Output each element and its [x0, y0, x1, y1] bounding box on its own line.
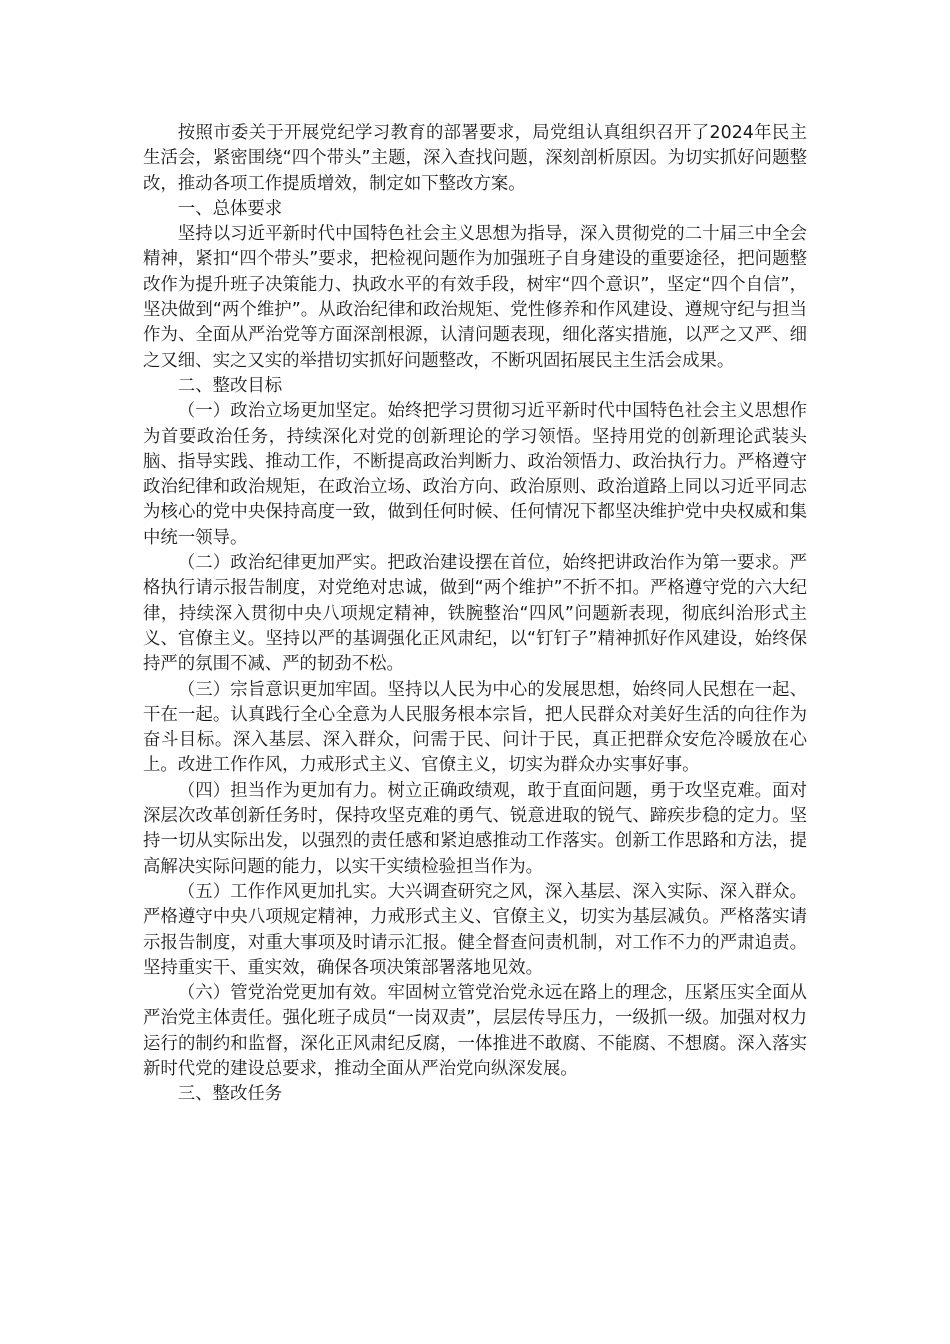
goal-paragraph-2: （二）政治纪律更加严实。把政治建设摆在首位，始终把讲政治作为第一要求。严格执行请示报告制度，对党绝对忠诚，做到“两个维护”不折不扣。严格遵守党的六大纪律，持续深入贯彻中央八项规定精神，铁腕整治“四风”问题新表现，彻底纠治形式主义、官僚主义。坚持以严的基调强化正风肃纪，以“钉钉子”精神抓好作风建设，始终保持严的氛围不减、严的韧劲不松。 — [143, 553, 807, 675]
goal-paragraph-6: （六）管党治党更加有效。牢固树立管党治党永远在路上的理念，压紧压实全面从严治党主体责任。强化班子成员“一岗双责”，层层传导压力，一级抓一级。加强对权力运行的制约和监督，深化正风肃纪反腐，一体推进不敢腐、不能腐、不想腐。深入落实新时代党的建设总要求，推动全面从严治党向纵深发展。 — [143, 983, 807, 1079]
section-heading-general-requirements: 一、总体要求 — [177, 198, 283, 219]
section-heading-rectification-goals: 二、整改目标 — [177, 375, 283, 396]
document-body — [143, 121, 807, 1108]
goal-paragraph-5: （五）工作作风更加扎实。大兴调查研究之风，深入基层、深入实际、深入群众。严格遵守中央八项规定精神，力戒形式主义、官僚主义，切实为基层减负。严格落实请示报告制度，对重大事项及时请示汇报。健全督查问责机制，对工作不力的严肃追责。坚持重实干、重实效，确保各项决策部署落地见效。 — [143, 881, 807, 978]
section-heading-rectification-tasks: 三、整改任务 — [177, 1084, 283, 1105]
goal-paragraph-4: （四）担当作为更加有力。树立正确政绩观，敢于直面问题，勇于攻坚克难。面对深层次改革创新任务时，保持攻坚克难的勇气、锐意进取的锐气、蹄疾步稳的定力。坚持一切从实际出发，以强烈的责任感和紧迫感推动工作落实。创新工作思路和方法，提高解决实际问题的能力，以实干实绩检验担当作为。 — [143, 780, 807, 877]
goal-paragraph-3: （三）宗旨意识更加牢固。坚持以人民为中心的发展思想，始终同人民想在一起、干在一起。认真践行全心全意为人民服务根本宗旨，把人民群众对美好生活的向往作为奋斗目标。深入基层、深入群众，问需于民、问计于民，真正把群众安危冷暖放在心上。改进工作作风，力戒形式主义、官僚主义，切实为群众办实事好事。 — [143, 679, 807, 776]
goal-paragraph-1: （一）政治立场更加坚定。始终把学习贯彻习近平新时代中国特色社会主义思想作为首要政治任务，持续深化对党的创新理论的学习领悟。坚持用党的创新理论武装头脑、指导实践、推动工作，不断提高政治判断力、政治领悟力、政治执行力。严格遵守政治纪律和政治规矩，在政治立场、政治方向、政治原则、政治道路上同以习近平同志为核心的党中央保持高度一致，做到任何时候、任何情况下都坚决维护党中央权威和集中统一领导。 — [143, 401, 807, 548]
general-requirements-paragraph: 坚持以习近平新时代中国特色社会主义思想为指导，深入贯彻党的二十届三中全会精神，紧扣“四个带头”要求，把检视问题作为加强班子自身建设的重要途径，把问题整改作为提升班子决策能力、执政水平的有效手段，树牢“四个意识”，坚定“四个自信”，坚决做到“两个维护”。从政治纪律和政治规矩、党性修养和作风建设、遵规守纪与担当作为、全面从严治党等方面深剖根源，认清问题表现，细化落实措施，以严之又严、细之又细、实之又实的举措切实抓好问题整改，不断巩固拓展民主生活会成果。 — [143, 224, 807, 371]
intro-paragraph: 按照市委关于开展党纪学习教育的部署要求，局党组认真组织召开了2024年民主生活会，紧密围绕“四个带头”主题，深入查找问题，深刻剖析原因。为切实抓好问题整改，推动各项工作提质增效，制定如下整改方案。 — [143, 123, 807, 194]
